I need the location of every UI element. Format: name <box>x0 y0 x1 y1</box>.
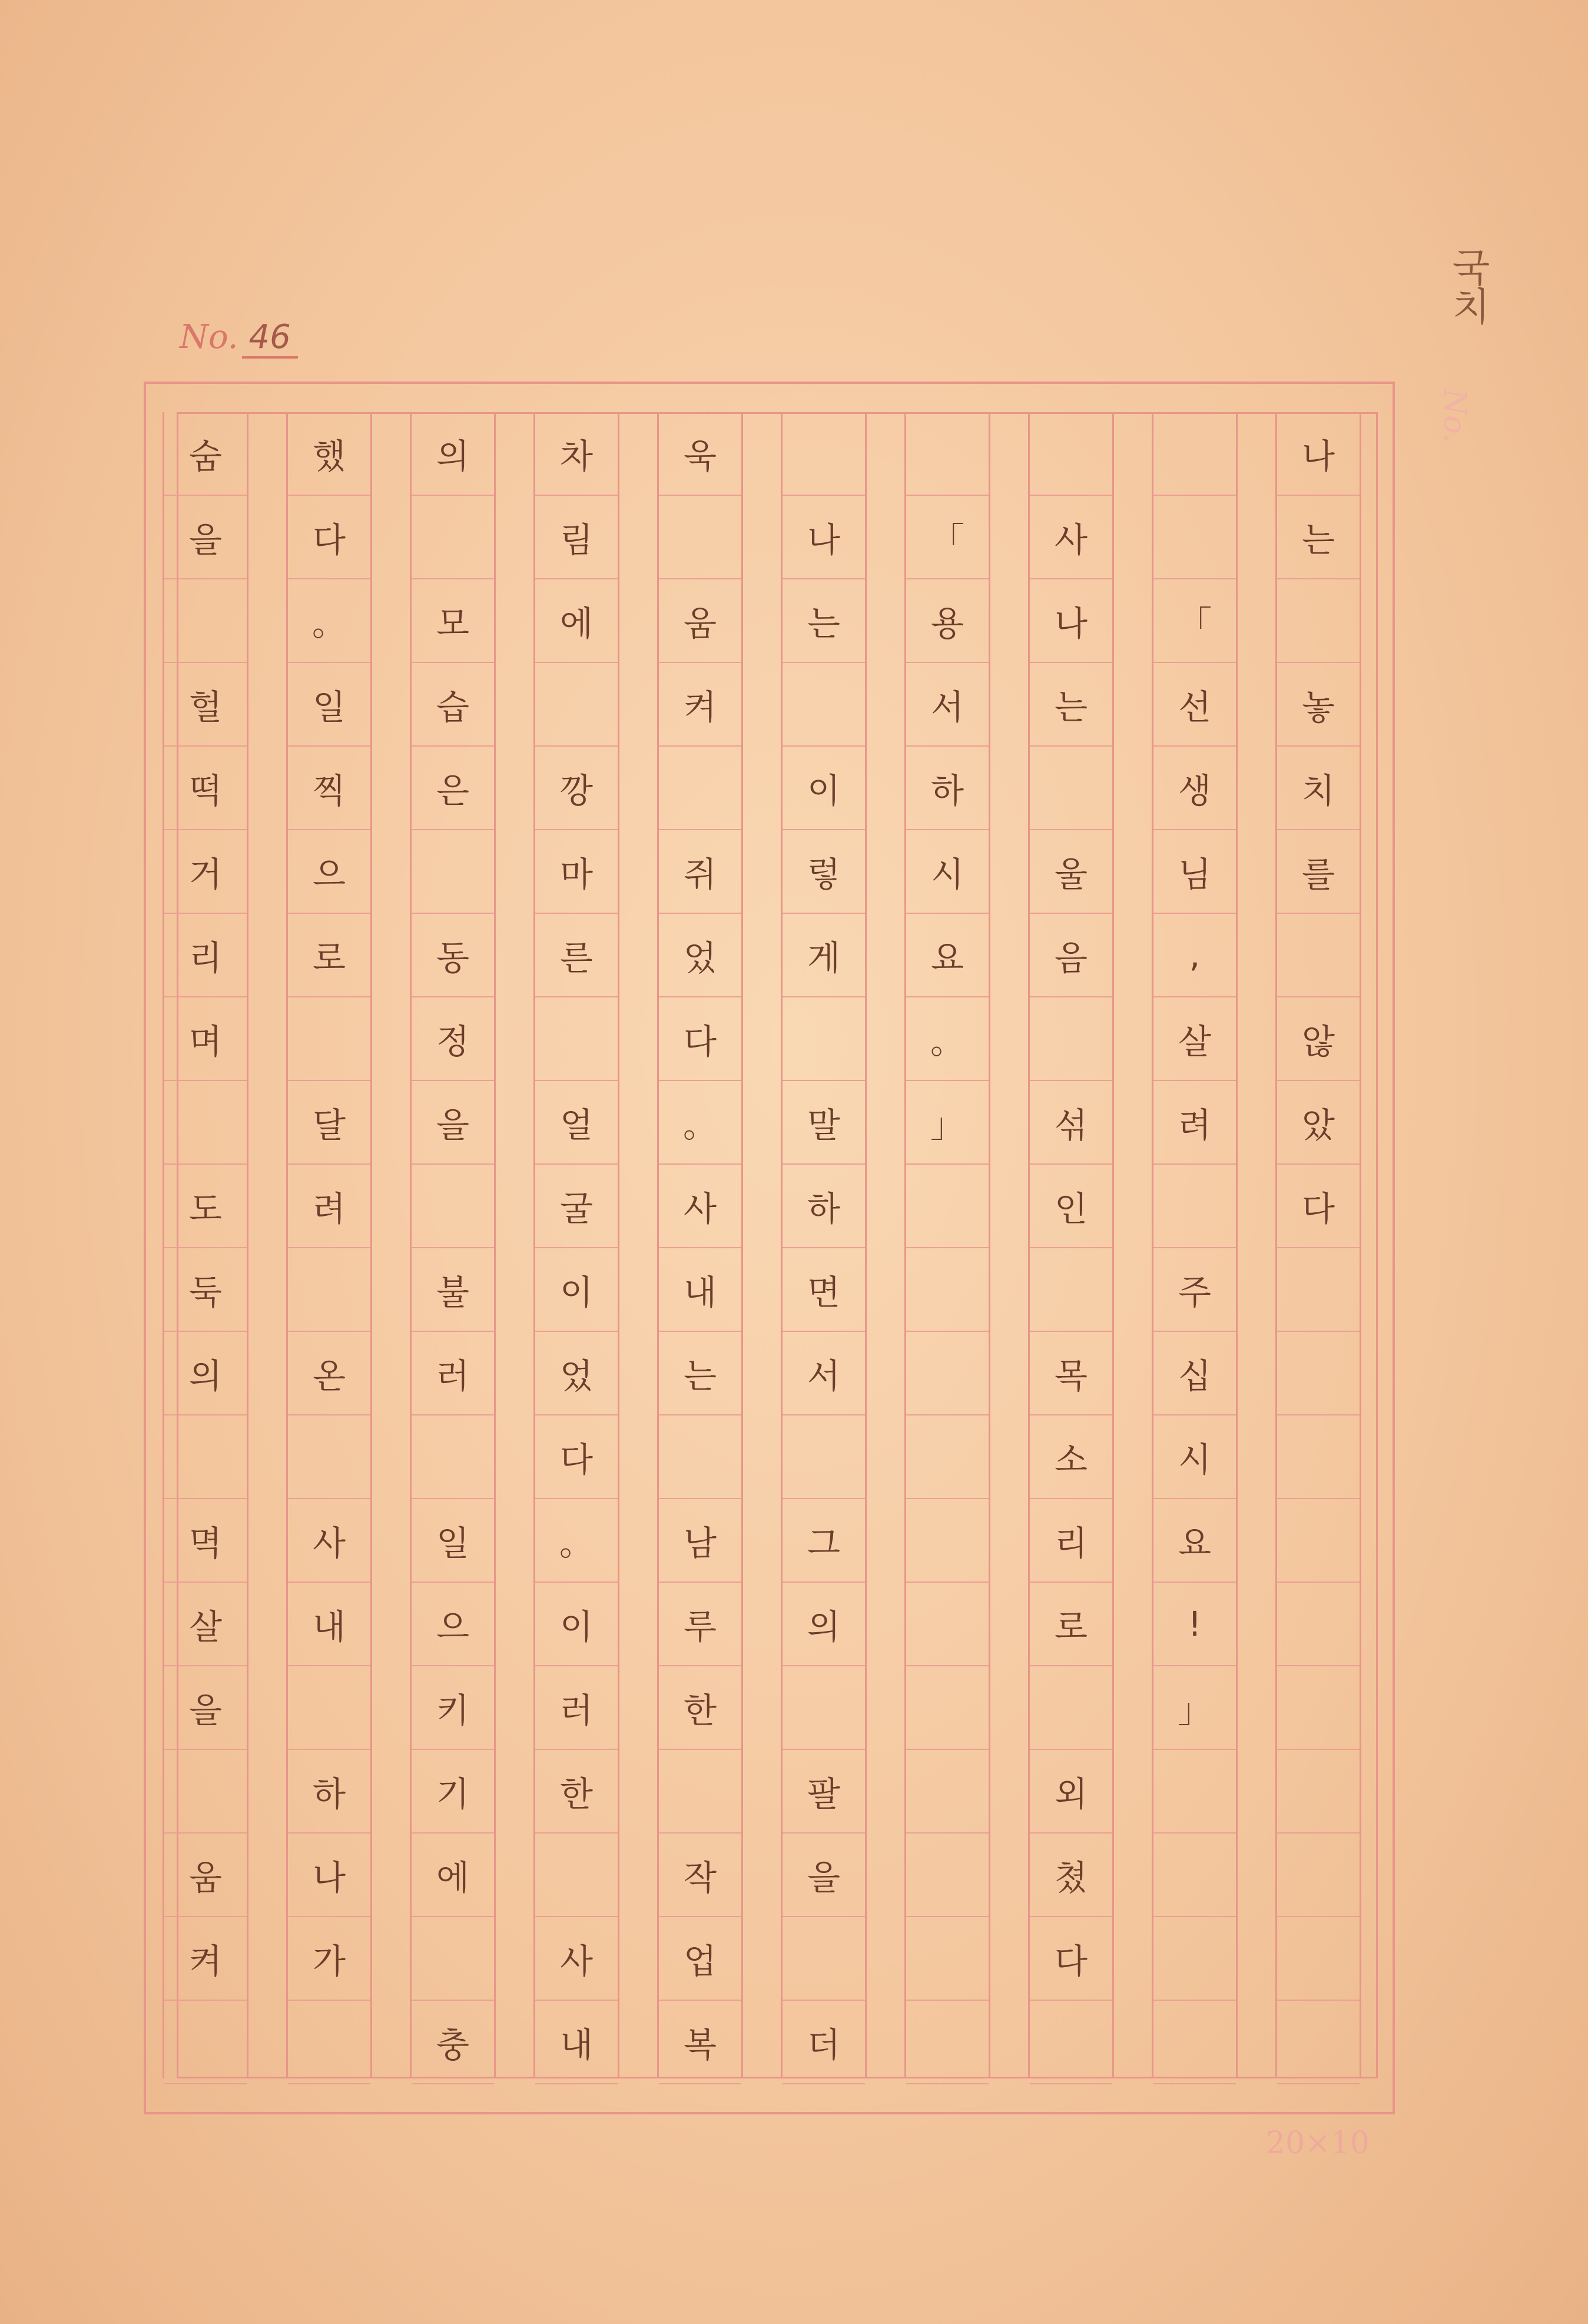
grid-cell <box>288 1415 370 1499</box>
grid-cell: 내 <box>288 1583 370 1666</box>
grid-cell: 주 <box>1153 1248 1236 1332</box>
grid-cell: 소 <box>1030 1415 1112 1499</box>
grid-cell: 치 <box>1277 747 1360 830</box>
grid-cell: 업 <box>659 1917 741 2001</box>
grid-cell: 」 <box>906 1081 989 1165</box>
grid-cell: 켜 <box>659 663 741 747</box>
grid-cell <box>906 1666 989 1750</box>
grid-cell: 했 <box>288 412 370 496</box>
grid-cell: 더 <box>783 2001 865 2084</box>
grid-cell <box>1030 997 1112 1081</box>
grid-cell <box>164 2001 247 2084</box>
grid-cell: 키 <box>412 1666 494 1750</box>
grid-cell: 의 <box>412 412 494 496</box>
grid-cell: 에 <box>412 1834 494 1917</box>
grid-cell: 불 <box>412 1248 494 1332</box>
grid-cell: 려 <box>288 1165 370 1248</box>
grid-cell: 모 <box>412 579 494 663</box>
grid-cell <box>783 412 865 496</box>
grid-cell <box>412 1165 494 1248</box>
grid-cell: 작 <box>659 1834 741 1917</box>
grid-cell: 차 <box>535 412 618 496</box>
grid-cell: 나 <box>1277 412 1360 496</box>
grid-cell: 「 <box>906 496 989 579</box>
grid-cell: 섞 <box>1030 1081 1112 1165</box>
grid-cell <box>906 2001 989 2084</box>
grid-cell: 시 <box>906 830 989 914</box>
grid-cell: 한 <box>659 1666 741 1750</box>
grid-column <box>781 412 867 2078</box>
grid-cell: 헐 <box>164 663 247 747</box>
grid-cell: 에 <box>535 579 618 663</box>
grid-cell: 이 <box>535 1248 618 1332</box>
grid-cell: 서 <box>906 663 989 747</box>
grid-cell: 으 <box>412 1583 494 1666</box>
grid-cell: 달 <box>288 1081 370 1165</box>
grid-cell: 움 <box>659 579 741 663</box>
grid-cell <box>906 412 989 496</box>
grid-cell <box>412 1415 494 1499</box>
grid-column <box>410 412 496 2078</box>
grid-cell: 떡 <box>164 747 247 830</box>
grid-cell: 않 <box>1277 997 1360 1081</box>
grid-cell <box>1153 496 1236 579</box>
grid-cell: 러 <box>412 1332 494 1415</box>
grid-cell: 는 <box>659 1332 741 1415</box>
grid-cell: 한 <box>535 1750 618 1834</box>
grid-cell <box>535 1834 618 1917</box>
grid-cell <box>412 830 494 914</box>
grid-cell: 온 <box>288 1332 370 1415</box>
grid-cell <box>164 1081 247 1165</box>
grid-cell: 켜 <box>164 1917 247 2001</box>
grid-cell: 나 <box>288 1834 370 1917</box>
grid-cell <box>906 1917 989 2001</box>
grid-cell: 시 <box>1153 1415 1236 1499</box>
grid-cell: 의 <box>164 1332 247 1415</box>
grid-column <box>533 412 619 2078</box>
grid-cell: 숨 <box>164 412 247 496</box>
grid-cell: 。 <box>288 579 370 663</box>
grid-cell <box>288 1666 370 1750</box>
grid-cell: 다 <box>288 496 370 579</box>
grid-cell: 님 <box>1153 830 1236 914</box>
grid-cell: 로 <box>1030 1583 1112 1666</box>
grid-cell: 목 <box>1030 1332 1112 1415</box>
grid-cell: 이 <box>535 1583 618 1666</box>
grid-cell: 살 <box>164 1583 247 1666</box>
grid-cell <box>1153 1834 1236 1917</box>
grid-cell <box>535 997 618 1081</box>
grid-cell: 른 <box>535 914 618 997</box>
page-number <box>180 318 298 356</box>
grid-cell: 다 <box>1277 1165 1360 1248</box>
grid-cell: 일 <box>412 1499 494 1583</box>
grid-cell: 루 <box>659 1583 741 1666</box>
grid-cell: 동 <box>412 914 494 997</box>
grid-cell: 。 <box>906 997 989 1081</box>
grid-cell: 사 <box>1030 496 1112 579</box>
grid-cell <box>1277 1750 1360 1834</box>
grid-cell <box>906 1583 989 1666</box>
grid-cell <box>783 1917 865 2001</box>
grid-cell: 외 <box>1030 1750 1112 1834</box>
grid-cell: 었 <box>659 914 741 997</box>
grid-cell <box>1277 1666 1360 1750</box>
grid-cell <box>1277 579 1360 663</box>
grid-cell <box>1030 747 1112 830</box>
grid-cell: 림 <box>535 496 618 579</box>
grid-cell <box>906 1834 989 1917</box>
grid-cell: 을 <box>412 1081 494 1165</box>
grid-cell: 살 <box>1153 997 1236 1081</box>
grid-cell <box>906 1415 989 1499</box>
grid-cell: 려 <box>1153 1081 1236 1165</box>
grid-cell: 남 <box>659 1499 741 1583</box>
grid-cell: 습 <box>412 663 494 747</box>
grid-cell <box>1153 1750 1236 1834</box>
grid-cell <box>659 496 741 579</box>
grid-cell: 선 <box>1153 663 1236 747</box>
grid-cell: 다 <box>1030 1917 1112 2001</box>
grid-cell: 로 <box>288 914 370 997</box>
grid-cell: 게 <box>783 914 865 997</box>
grid-cell: 사 <box>288 1499 370 1583</box>
side-no-label: No. <box>1437 389 1472 443</box>
grid-cell <box>1030 412 1112 496</box>
grid-cell: 하 <box>288 1750 370 1834</box>
grid-cell: 깡 <box>535 747 618 830</box>
grid-cell: 쳤 <box>1030 1834 1112 1917</box>
grid-cell: , <box>1153 914 1236 997</box>
grid-cell: 하 <box>783 1165 865 1248</box>
page-number-label: No. <box>180 318 238 356</box>
grid-cell: 다 <box>659 997 741 1081</box>
grid-cell: 나 <box>783 496 865 579</box>
grid-cell: 사 <box>535 1917 618 2001</box>
grid-cell: 으 <box>288 830 370 914</box>
grid-cell <box>1030 1248 1112 1332</box>
grid-cell: 가 <box>288 1917 370 2001</box>
grid-cell <box>1277 914 1360 997</box>
grid-cell: 「 <box>1153 579 1236 663</box>
grid-cell: 멱 <box>164 1499 247 1583</box>
grid-cell: 았 <box>1277 1081 1360 1165</box>
grid-cell <box>1030 1666 1112 1750</box>
grid-cell: 이 <box>783 747 865 830</box>
grid-cell <box>1153 412 1236 496</box>
grid-cell: 다 <box>535 1415 618 1499</box>
grid-cell: 거 <box>164 830 247 914</box>
grid-cell <box>535 663 618 747</box>
grid-cell: 며 <box>164 997 247 1081</box>
grid-cell <box>1277 2001 1360 2084</box>
grid-cell: 내 <box>535 2001 618 2084</box>
grid-cell <box>1277 1834 1360 1917</box>
page-number-value: 46 <box>242 318 298 359</box>
grid-column <box>1275 412 1361 2078</box>
grid-column <box>904 412 990 2078</box>
grid-cell: 일 <box>288 663 370 747</box>
grid-cell: 요 <box>1153 1499 1236 1583</box>
grid-cell: 를 <box>1277 830 1360 914</box>
grid-cell: 도 <box>164 1165 247 1248</box>
grid-cell: 을 <box>164 1666 247 1750</box>
grid-cell: 팔 <box>783 1750 865 1834</box>
grid-cell <box>1277 1415 1360 1499</box>
grid-cell: 용 <box>906 579 989 663</box>
grid-cell <box>906 1248 989 1332</box>
grid-cell <box>288 1248 370 1332</box>
grid-column <box>657 412 743 2078</box>
grid-cell: 복 <box>659 2001 741 2084</box>
grid-cell: 음 <box>1030 914 1112 997</box>
grid-cell <box>783 997 865 1081</box>
grid-cell: 는 <box>783 579 865 663</box>
grid-cell <box>1153 2001 1236 2084</box>
grid-cell <box>906 1750 989 1834</box>
grid-cell: 는 <box>1030 663 1112 747</box>
grid-cell <box>1153 1165 1236 1248</box>
grid-cell: 。 <box>659 1081 741 1165</box>
grid-cell: 은 <box>412 747 494 830</box>
grid-column <box>286 412 372 2078</box>
grid-cell: 울 <box>1030 830 1112 914</box>
grid-cell <box>1277 1248 1360 1332</box>
grid-cell <box>659 1750 741 1834</box>
grid-cell: 십 <box>1153 1332 1236 1415</box>
grid-cell <box>1277 1332 1360 1415</box>
grid-cell <box>164 579 247 663</box>
grid-cell <box>1277 1583 1360 1666</box>
grid-cell <box>1030 2001 1112 2084</box>
grid-cell <box>906 1499 989 1583</box>
grid-cell: 욱 <box>659 412 741 496</box>
grid-cell <box>783 1666 865 1750</box>
grid-cell <box>412 1917 494 2001</box>
grid-cell: 기 <box>412 1750 494 1834</box>
grid-cell: 었 <box>535 1332 618 1415</box>
grid-column <box>1152 412 1238 2078</box>
grid-cell: 」 <box>1153 1666 1236 1750</box>
grid-cell: 리 <box>1030 1499 1112 1583</box>
grid-cell: 얼 <box>535 1081 618 1165</box>
grid-cell: 면 <box>783 1248 865 1332</box>
grid-column <box>163 412 248 2078</box>
grid-cell <box>1277 1917 1360 2001</box>
grid-cell <box>659 747 741 830</box>
grid-cell <box>288 2001 370 2084</box>
grid-cell: 굴 <box>535 1165 618 1248</box>
grid-cell: 을 <box>783 1834 865 1917</box>
grid-cell: 말 <box>783 1081 865 1165</box>
grid-cell: 쥐 <box>659 830 741 914</box>
margin-note: 국치 <box>1445 247 1490 325</box>
grid-cell: 찍 <box>288 747 370 830</box>
grid-cell: 움 <box>164 1834 247 1917</box>
grid-cell: 을 <box>164 496 247 579</box>
grid-cell: 。 <box>535 1499 618 1583</box>
grid-cell <box>906 1332 989 1415</box>
grid-cell: 생 <box>1153 747 1236 830</box>
grid-cell: 사 <box>659 1165 741 1248</box>
grid-cell: 마 <box>535 830 618 914</box>
grid-cell: 리 <box>164 914 247 997</box>
grid-cell <box>164 1750 247 1834</box>
grid-cell: 하 <box>906 747 989 830</box>
grid-cell <box>288 997 370 1081</box>
grid-cell <box>164 1415 247 1499</box>
grid-cell: 둑 <box>164 1248 247 1332</box>
grid-cell: 정 <box>412 997 494 1081</box>
grid-cell: 인 <box>1030 1165 1112 1248</box>
grid-cell <box>1153 1917 1236 2001</box>
grid-cell: 렇 <box>783 830 865 914</box>
grid-cell: 는 <box>1277 496 1360 579</box>
grid-cell <box>783 663 865 747</box>
grid-cell <box>906 1165 989 1248</box>
grid-cell: 놓 <box>1277 663 1360 747</box>
grid-cell <box>783 1415 865 1499</box>
grid-cell: 요 <box>906 914 989 997</box>
grid-cell: 내 <box>659 1248 741 1332</box>
grid-cell <box>659 1415 741 1499</box>
grid-column <box>1028 412 1114 2078</box>
grid-cell: 그 <box>783 1499 865 1583</box>
grid-cell: 서 <box>783 1332 865 1415</box>
grid-cell: 의 <box>783 1583 865 1666</box>
grid-cell <box>1277 1499 1360 1583</box>
grid-cell: ! <box>1153 1583 1236 1666</box>
grid-cell: 충 <box>412 2001 494 2084</box>
grid-size-label: 20×10 <box>1266 2126 1370 2161</box>
grid-cell: 러 <box>535 1666 618 1750</box>
grid-cell: 나 <box>1030 579 1112 663</box>
grid-cell <box>412 496 494 579</box>
